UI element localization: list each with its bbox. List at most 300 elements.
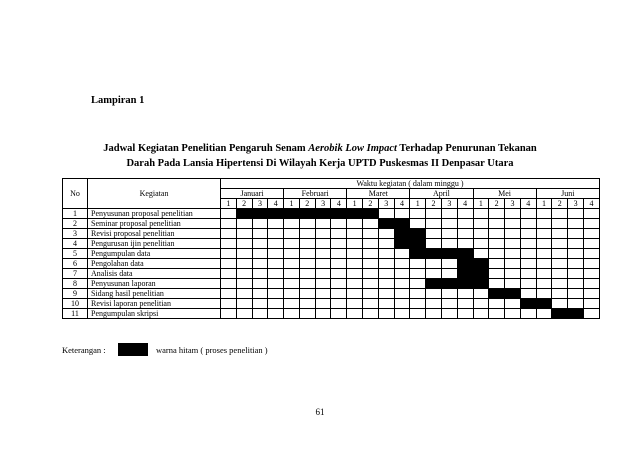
schedule-cell [284,229,300,239]
schedule-cell [284,249,300,259]
schedule-cell [410,299,426,309]
schedule-cell [410,219,426,229]
activity-name: Pengurusan ijin penelitian [88,239,221,249]
schedule-cell [441,239,457,249]
schedule-cell [299,279,315,289]
schedule-cell [252,289,268,299]
schedule-cell [236,269,252,279]
schedule-cell-active [410,229,426,239]
page-number: 61 [315,407,325,417]
schedule-cell [473,289,489,299]
row-number: 1 [63,209,88,219]
schedule-cell [363,249,379,259]
schedule-cell-active [457,269,473,279]
week-header: 2 [552,199,568,209]
schedule-cell [284,279,300,289]
schedule-cell-active [363,209,379,219]
table-row [63,269,600,279]
week-header: 1 [284,199,300,209]
schedule-cell [520,229,536,239]
schedule-cell-active [410,249,426,259]
month-header: Mei [473,189,536,199]
schedule-cell [457,209,473,219]
schedule-cell [489,209,505,219]
schedule-cell-active [520,299,536,309]
schedule-cell [489,229,505,239]
table-row [63,289,600,299]
schedule-table [62,178,600,319]
schedule-cell [426,309,442,319]
schedule-cell [331,229,347,239]
schedule-cell [583,229,599,239]
schedule-cell [315,219,331,229]
schedule-cell [583,239,599,249]
schedule-cell [331,299,347,309]
schedule-cell [505,239,521,249]
schedule-cell [363,229,379,239]
schedule-cell-active [315,209,331,219]
activity-name: Revisi laporan penelitian [88,299,221,309]
legend-label: Keterangan : [62,345,106,355]
table-row [63,219,600,229]
schedule-cell [536,219,552,229]
schedule-cell [252,219,268,229]
schedule-cell [505,209,521,219]
row-number: 7 [63,269,88,279]
schedule-cell [347,289,363,299]
schedule-cell [268,219,284,229]
month-header: Maret [347,189,410,199]
row-number: 2 [63,219,88,229]
schedule-cell-active [473,259,489,269]
schedule-cell [363,299,379,309]
schedule-cell [284,299,300,309]
schedule-cell [236,279,252,289]
schedule-cell [441,299,457,309]
schedule-cell [284,219,300,229]
schedule-cell [236,239,252,249]
schedule-cell [394,299,410,309]
schedule-cell [331,269,347,279]
activity-name: Seminar proposal penelitian [88,219,221,229]
schedule-cell-active [394,229,410,239]
schedule-cell-active [394,219,410,229]
activity-name: Penyusunan proposal penelitian [88,209,221,219]
schedule-cell-active [394,239,410,249]
schedule-cell [568,269,584,279]
schedule-cell [473,239,489,249]
schedule-cell [583,259,599,269]
schedule-cell [441,259,457,269]
schedule-cell [236,229,252,239]
schedule-cell [236,309,252,319]
week-header: 2 [236,199,252,209]
row-number: 6 [63,259,88,269]
schedule-cell [394,269,410,279]
legend-description: warna hitam ( proses penelitian ) [156,345,268,355]
schedule-cell-active [331,209,347,219]
week-header: 4 [394,199,410,209]
table-row [63,259,600,269]
schedule-cell [331,309,347,319]
schedule-cell [536,269,552,279]
schedule-cell-active [505,289,521,299]
schedule-cell [347,239,363,249]
schedule-cell [457,289,473,299]
schedule-cell [583,279,599,289]
schedule-cell [457,229,473,239]
schedule-cell [520,309,536,319]
schedule-cell-active [299,209,315,219]
schedule-cell [536,289,552,299]
schedule-cell [473,209,489,219]
schedule-cell [536,229,552,239]
schedule-cell [252,229,268,239]
week-header: 1 [347,199,363,209]
week-header: 2 [426,199,442,209]
schedule-cell [221,249,237,259]
row-number: 10 [63,299,88,309]
schedule-cell-active [284,209,300,219]
schedule-cell [489,279,505,289]
week-header: 1 [410,199,426,209]
schedule-cell-active [536,299,552,309]
activity-name: Pengumpulan data [88,249,221,259]
schedule-cell [489,239,505,249]
schedule-cell [410,209,426,219]
schedule-cell [268,259,284,269]
week-header: 4 [331,199,347,209]
schedule-cell [363,309,379,319]
schedule-cell [489,299,505,309]
schedule-cell [394,209,410,219]
schedule-cell [378,259,394,269]
schedule-cell [457,309,473,319]
schedule-cell [315,239,331,249]
activity-name: Pengumpulan skripsi [88,309,221,319]
schedule-cell [315,289,331,299]
schedule-cell [221,229,237,239]
week-header: 4 [520,199,536,209]
schedule-cell [536,259,552,269]
schedule-cell [221,219,237,229]
schedule-cell [268,289,284,299]
schedule-cell [315,249,331,259]
schedule-cell [378,239,394,249]
schedule-cell [552,209,568,219]
schedule-cell [315,259,331,269]
schedule-cell [520,269,536,279]
schedule-cell [268,269,284,279]
schedule-cell [221,209,237,219]
table-row [63,309,600,319]
schedule-cell [583,289,599,299]
schedule-cell-active [568,309,584,319]
schedule-cell [520,209,536,219]
schedule-cell [520,249,536,259]
schedule-cell [520,219,536,229]
row-number: 11 [63,309,88,319]
schedule-cell [331,289,347,299]
schedule-cell [363,259,379,269]
schedule-cell-active [457,279,473,289]
schedule-cell-active [441,249,457,259]
schedule-cell [284,289,300,299]
week-header: 3 [441,199,457,209]
schedule-cell [489,219,505,229]
schedule-cell [268,239,284,249]
schedule-cell [236,249,252,259]
schedule-cell [426,289,442,299]
schedule-cell [552,279,568,289]
schedule-cell [221,269,237,279]
schedule-cell [536,279,552,289]
schedule-cell [505,309,521,319]
schedule-cell [378,229,394,239]
schedule-cell [520,239,536,249]
schedule-cell [315,269,331,279]
schedule-cell [583,249,599,259]
schedule-cell [552,239,568,249]
schedule-cell [315,299,331,309]
document-title-line2: Darah Pada Lansia Hipertensi Di Wilayah Kerja UPTD Puskesmas II Denpasar Utara [126,158,514,169]
schedule-cell [410,279,426,289]
schedule-cell-active [457,249,473,259]
schedule-cell [583,309,599,319]
schedule-cell [394,309,410,319]
schedule-cell [505,259,521,269]
schedule-cell [552,259,568,269]
schedule-cell [347,269,363,279]
schedule-cell [363,279,379,289]
schedule-cell [221,259,237,269]
schedule-cell [583,269,599,279]
schedule-cell-active [426,279,442,289]
schedule-cell [489,269,505,279]
schedule-cell [363,239,379,249]
schedule-cell [299,299,315,309]
schedule-cell [426,229,442,239]
schedule-cell [473,249,489,259]
schedule-cell [426,269,442,279]
schedule-cell [410,269,426,279]
schedule-cell [315,229,331,239]
schedule-cell [568,219,584,229]
schedule-cell [410,259,426,269]
schedule-cell [426,299,442,309]
schedule-cell [252,239,268,249]
legend-swatch [118,343,148,356]
schedule-cell [363,269,379,279]
schedule-cell [536,209,552,219]
schedule-cell-active [441,279,457,289]
schedule-cell [568,239,584,249]
activity-name: Analisis data [88,269,221,279]
schedule-cell [236,259,252,269]
schedule-cell-active [473,279,489,289]
schedule-cell [252,259,268,269]
schedule-cell [489,249,505,259]
schedule-cell [363,219,379,229]
schedule-cell [505,229,521,239]
schedule-cell [473,229,489,239]
schedule-cell [583,299,599,309]
schedule-cell [552,229,568,239]
schedule-cell [552,299,568,309]
schedule-cell [457,299,473,309]
schedule-cell [378,289,394,299]
schedule-cell [347,279,363,289]
schedule-cell [347,299,363,309]
schedule-cell [457,219,473,229]
schedule-cell [299,289,315,299]
schedule-cell-active [378,219,394,229]
schedule-cell [441,269,457,279]
document-title-line1: Jadwal Kegiatan Penelitian Pengaruh Senam Aerobik Low Impact Terhadap Penurunan Tekanan [103,143,537,154]
schedule-cell [252,309,268,319]
schedule-cell [236,219,252,229]
week-header: 1 [473,199,489,209]
waktu-header: Waktu kegiatan ( dalam minggu ) [221,179,600,189]
schedule-cell [221,279,237,289]
schedule-cell [410,289,426,299]
schedule-cell [489,309,505,319]
week-header: 3 [568,199,584,209]
schedule-cell [347,309,363,319]
schedule-cell-active [236,209,252,219]
row-number: 4 [63,239,88,249]
schedule-cell [347,219,363,229]
schedule-cell [284,269,300,279]
schedule-cell [568,299,584,309]
schedule-cell [552,289,568,299]
schedule-cell-active [268,209,284,219]
schedule-cell [347,249,363,259]
schedule-cell [568,229,584,239]
no-header: No [63,179,88,209]
schedule-cell [441,219,457,229]
week-header: 3 [315,199,331,209]
schedule-cell [315,309,331,319]
week-header: 2 [489,199,505,209]
schedule-cell [394,259,410,269]
row-number: 3 [63,229,88,239]
schedule-cell [236,299,252,309]
schedule-cell [520,259,536,269]
schedule-cell [552,269,568,279]
schedule-cell [331,259,347,269]
schedule-cell-active [552,309,568,319]
kegiatan-header: Kegiatan [88,179,221,209]
week-header: 3 [252,199,268,209]
schedule-cell [378,299,394,309]
schedule-cell [252,249,268,259]
month-header: April [410,189,473,199]
schedule-cell [473,219,489,229]
schedule-cell [410,309,426,319]
row-number: 5 [63,249,88,259]
schedule-cell [505,249,521,259]
schedule-cell [568,289,584,299]
schedule-cell [236,289,252,299]
schedule-cell [473,309,489,319]
schedule-cell [583,219,599,229]
schedule-cell [268,229,284,239]
schedule-cell [552,249,568,259]
schedule-cell [505,219,521,229]
schedule-cell [394,249,410,259]
schedule-cell [268,279,284,289]
schedule-cell [252,299,268,309]
schedule-cell [441,289,457,299]
schedule-cell [441,229,457,239]
appendix-label: Lampiran 1 [91,95,145,106]
schedule-cell [520,279,536,289]
schedule-cell [552,219,568,229]
schedule-cell [221,309,237,319]
schedule-cell [426,259,442,269]
schedule-cell [568,209,584,219]
schedule-cell [378,269,394,279]
schedule-cell [394,289,410,299]
week-header: 3 [505,199,521,209]
schedule-cell [568,259,584,269]
schedule-cell-active [426,249,442,259]
schedule-cell [268,249,284,259]
schedule-cell-active [457,259,473,269]
schedule-cell [568,279,584,289]
schedule-cell-active [489,289,505,299]
activity-name: Penyusunan laporan [88,279,221,289]
schedule-cell [221,239,237,249]
schedule-cell [299,219,315,229]
schedule-cell [583,209,599,219]
schedule-cell [221,289,237,299]
table-row [63,229,600,239]
week-header: 4 [457,199,473,209]
schedule-cell-active [347,209,363,219]
schedule-cell [536,249,552,259]
schedule-cell [505,299,521,309]
schedule-cell [299,249,315,259]
schedule-cell [347,229,363,239]
schedule-cell [268,299,284,309]
schedule-cell [221,299,237,309]
schedule-cell [426,239,442,249]
activity-name: Revisi proposal penelitian [88,229,221,239]
schedule-cell [331,249,347,259]
table-row [63,249,600,259]
schedule-cell [363,289,379,299]
schedule-cell-active [252,209,268,219]
schedule-cell [426,219,442,229]
schedule-body [63,209,600,319]
table-row [63,279,600,289]
schedule-cell [568,249,584,259]
week-header: 1 [221,199,237,209]
schedule-cell [252,279,268,289]
month-header: Juni [536,189,599,199]
schedule-cell [331,239,347,249]
schedule-cell [252,269,268,279]
schedule-cell [457,239,473,249]
schedule-cell [473,299,489,309]
table-row [63,239,600,249]
schedule-cell [441,209,457,219]
schedule-cell [284,309,300,319]
schedule-cell [299,239,315,249]
schedule-cell [489,259,505,269]
